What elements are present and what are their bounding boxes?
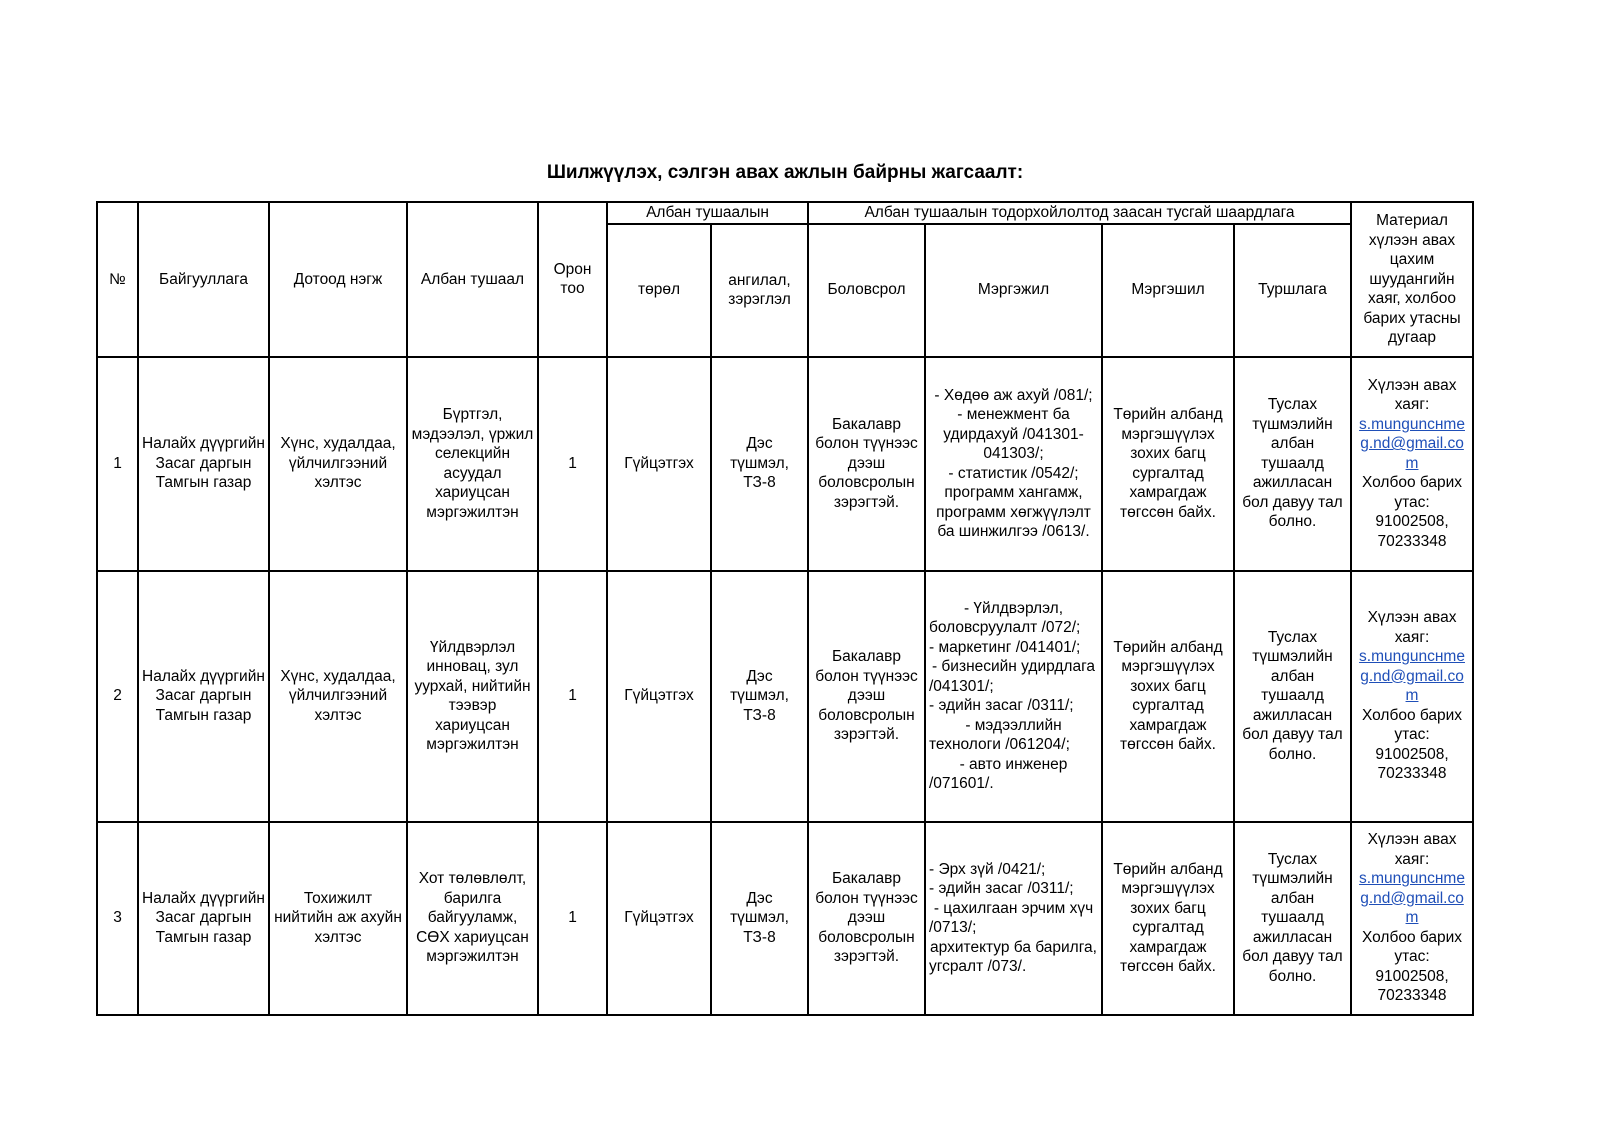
row-education: Бакалавр болон түүнээс дээш боловсролын зэрэгтэй. bbox=[808, 822, 925, 1015]
page-title: Шилжүүлэх, сэлгэн авах ажлын байрны жагсаалт: bbox=[546, 162, 1024, 183]
table-row bbox=[97, 571, 1473, 822]
email-link[interactable]: s.munguncнmeg.nd@gmail.com bbox=[1359, 870, 1465, 927]
table-row bbox=[97, 357, 1473, 571]
profession-item: - Эрх зүй /0421/; bbox=[929, 860, 1046, 878]
row-class: Дэс түшмэл, ТЗ-8 bbox=[711, 822, 808, 1015]
row-qualification: Төрийн албанд мэргэшүүлэх зохих багц сургалтад хамрагдаж төгссөн байх. bbox=[1102, 822, 1234, 1015]
row-contact bbox=[1351, 357, 1473, 571]
profession-item: - менежмент ба удирдахуй /041301-041303/; bbox=[943, 406, 1084, 462]
header-contact: Материал хүлээн авах цахим шуудангийн хаяг, холбоо барих утасны дугаар bbox=[1351, 202, 1473, 357]
header-no: № bbox=[97, 202, 138, 357]
header-qualification: Мэргэшил bbox=[1102, 224, 1234, 357]
header-position-group: Албан тушаалын bbox=[607, 202, 808, 224]
row-no: 1 bbox=[97, 357, 138, 571]
email-link[interactable]: s.munguncнmeg.nd@gmail.com bbox=[1359, 648, 1465, 705]
header-type: төрөл bbox=[607, 224, 711, 357]
profession-item: - маркетинг /041401/; bbox=[929, 638, 1081, 656]
profession-item: - статистик /0542/; bbox=[948, 464, 1079, 482]
row-education: Бакалавр болон түүнээс дээш боловсролын зэрэгтэй. bbox=[808, 357, 925, 571]
phone-label: Холбоо барих утас: bbox=[1361, 706, 1463, 744]
phone-numbers: 91002508, 70233348 bbox=[1375, 513, 1449, 550]
contact-label: Хүлээн авах хаяг: bbox=[1367, 376, 1457, 414]
row-education: Бакалавр болон түүнээс дээш боловсролын зэрэгтэй. bbox=[808, 571, 925, 822]
header-organization: Байгууллага bbox=[138, 202, 269, 357]
phone-label: Холбоо барих утас: bbox=[1361, 928, 1463, 966]
row-experience: Туслах түшмэлийн албан тушаалд ажилласан бол давуу тал болно. bbox=[1234, 822, 1351, 1015]
row-count: 1 bbox=[538, 571, 607, 822]
header-education: Боловсрол bbox=[808, 224, 925, 357]
row-organization: Налайх дүүргийн Засаг даргын Тамгын газар bbox=[138, 357, 269, 571]
profession-item: программ хангамж, программ хөгжүүлэлт ба шинжилгээ /0613/. bbox=[936, 484, 1091, 540]
profession-item: - авто инженер /071601/. bbox=[929, 755, 1068, 792]
row-type: Гүйцэтгэх bbox=[607, 822, 711, 1015]
phone-label: Холбоо барих утас: bbox=[1361, 474, 1463, 511]
row-no: 2 bbox=[97, 571, 138, 822]
email-link[interactable]: s.munguncнmeg.nd@gmail.com bbox=[1359, 415, 1465, 472]
contact-label: Хүлээн авах хаяг: bbox=[1367, 831, 1457, 868]
row-qualification: Төрийн албанд мэргэшүүлэх зохих багц сургалтад хамрагдаж төгссөн байх. bbox=[1102, 571, 1234, 822]
header-class: ангилал, зэрэглэл bbox=[711, 224, 808, 357]
profession-item: - Хөдөө аж ахуй /081/; bbox=[934, 386, 1093, 404]
header-experience: Туршлага bbox=[1234, 224, 1351, 357]
row-experience: Туслах түшмэлийн албан тушаалд ажилласан бол давуу тал болно. bbox=[1234, 571, 1351, 822]
vacancy-table bbox=[96, 201, 1474, 1016]
profession-item: - бизнесийн удирдлага /041301/; bbox=[929, 658, 1096, 695]
phone-numbers: 91002508, 70233348 bbox=[1375, 967, 1449, 1005]
row-count: 1 bbox=[538, 822, 607, 1015]
header-position: Албан тушаал bbox=[407, 202, 538, 357]
phone-numbers: 91002508, 70233348 bbox=[1375, 745, 1449, 783]
row-position: Хот төлөвлөлт, барилга байгууламж, СӨХ хариуцсан мэргэжилтэн bbox=[407, 822, 538, 1015]
row-contact bbox=[1351, 822, 1473, 1015]
row-experience: Туслах түшмэлийн албан тушаалд ажилласан бол давуу тал болно. bbox=[1234, 357, 1351, 571]
table-row bbox=[97, 822, 1473, 1015]
row-unit: Хүнс, худалдаа, үйлчилгээний хэлтэс bbox=[269, 571, 407, 822]
header-row bbox=[97, 202, 1473, 224]
profession-item: архитектур ба барилга, угсралт /073/. bbox=[929, 938, 1097, 975]
row-profession bbox=[925, 822, 1102, 1015]
row-organization: Налайх дүүргийн Засаг даргын Тамгын газар bbox=[138, 571, 269, 822]
row-contact bbox=[1351, 571, 1473, 822]
row-position: Бүртгэл, мэдээлэл, үржил селекцийн асуудал хариуцсан мэргэжилтэн bbox=[407, 357, 538, 571]
row-count: 1 bbox=[538, 357, 607, 571]
row-qualification: Төрийн албанд мэргэшүүлэх зохих багц сургалтад хамрагдаж төгссөн байх. bbox=[1102, 357, 1234, 571]
row-profession bbox=[925, 357, 1102, 571]
row-position: Үйлдвэрлэл инновац, зул уурхай, нийтийн тээвэр хариуцсан мэргэжилтэн bbox=[407, 571, 538, 822]
row-unit: Тохижилт нийтийн аж ахуйн хэлтэс bbox=[269, 822, 407, 1015]
row-type: Гүйцэтгэх bbox=[607, 571, 711, 822]
row-type: Гүйцэтгэх bbox=[607, 357, 711, 571]
row-no: 3 bbox=[97, 822, 138, 1015]
profession-item: - эдийн засаг /0311/; bbox=[929, 697, 1074, 714]
row-unit: Хүнс, худалдаа, үйлчилгээний хэлтэс bbox=[269, 357, 407, 571]
profession-item: - Үйлдвэрлэл, боловсруулалт /072/; bbox=[929, 599, 1081, 636]
header-profession: Мэргэжил bbox=[925, 224, 1102, 357]
profession-item: - мэдээллийн технологи /061204/; bbox=[929, 716, 1070, 753]
contact-label: Хүлээн авах хаяг: bbox=[1367, 609, 1457, 646]
profession-item: - цахилгаан эрчим хүч /0713/; bbox=[929, 899, 1094, 936]
row-organization: Налайх дүүргийн Засаг даргын Тамгын газар bbox=[138, 822, 269, 1015]
header-unit: Дотоод нэгж bbox=[269, 202, 407, 357]
profession-item: - эдийн засаг /0311/; bbox=[929, 880, 1074, 897]
row-class: Дэс түшмэл, ТЗ-8 bbox=[711, 357, 808, 571]
row-class: Дэс түшмэл, ТЗ-8 bbox=[711, 571, 808, 822]
row-profession bbox=[925, 571, 1102, 822]
header-count: Орон тоо bbox=[538, 202, 607, 357]
header-requirements-group: Албан тушаалын тодорхойлолтод заасан тусгай шаардлага bbox=[808, 202, 1351, 224]
